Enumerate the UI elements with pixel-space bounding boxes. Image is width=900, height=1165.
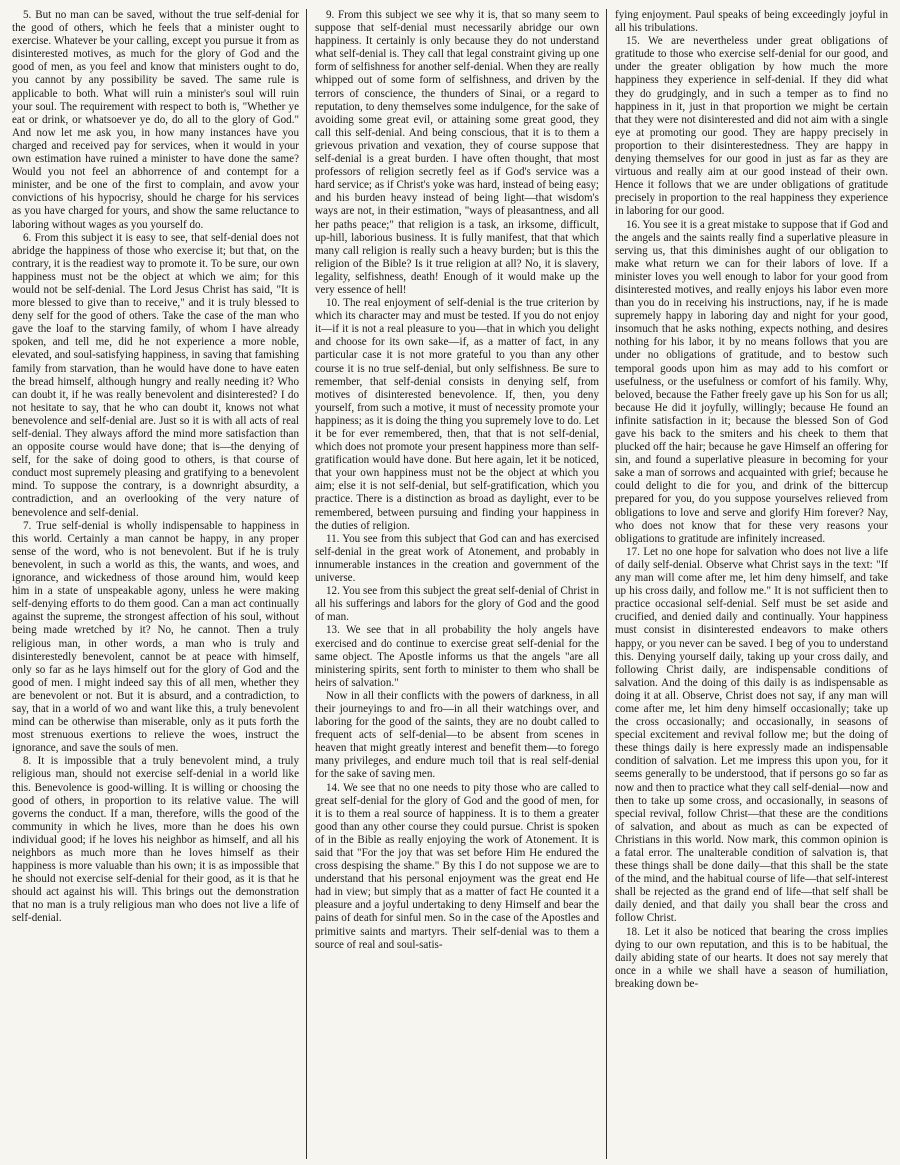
column-right [606,9,890,1159]
paragraph-9: 9. From this subject we see why it is, that so many seem to suppose that self-denial must necessarily abridge our own happiness. It certainly is only because they do not understand what self-denial is. They call that legal constraint giving up one form of selfishness for another self-denial. When they are really whipped out of some form of selfishness, and driven by the terrors of conscience, the thunders of Sinai, or a regard to reputation, to deny themselves some indulgence, for the sake of avoiding some great evil, or attaining some great good, they call this self-denial. And being conscious, that it is to them a grievous privation and vexation, they of course suppose that self-denial is a great burden. I have often thought, that most professors of religion secretly feel as if God's service was a hard service; as if Christ's yoke was hard, instead of being easy; and his burden heavy instead of being light—that wisdom's ways are not, in their estimation, "ways of pleasantness, and all her paths peace;" that religion is a task, an irksome, difficult, up-hill, laborious business. It is fully manifest, that that which many call religion is really such a heavy burden; but is this the religion of the Bible? Is it true religion at all? No, it is slavery, legality, selfishness, death! Enough of it would make up the very essence of hell! [315,9,599,296]
paragraph-13-continued: Now in all their conflicts with the powers of darkness, in all their journeyings to and fro—in all their watchings over, and laboring for the good of the saints, they are no doubt called to frequent acts of self-denial—to be absent from scenes in heaven that might greatly interest and benefit them—to forego many privileges, and endure much toil that is real self-denial for the sake of saving men. [315,689,599,781]
paragraph-11: 11. You see from this subject that God can and has exercised self-denial in the great work of Atonement, and probably in innumerable instances in the creation and government of the universe. [315,532,599,585]
paragraph-7: 7. True self-denial is wholly indispensable to happiness in this world. Certainly a man cannot be happy, in any proper sense of the word, who is not benevolent. But if he is truly benevolent, in such a world as this, the wants, and woes, and ignorance, and wickedness of those around him, would keep him in a state of unspeakable agony, unless he were making self-denying efforts to do them good. Can a man act continually against the supreme, the strongest affection of his soul, without being made wretched by it? No, he cannot. Then a truly religious man, in other words, a man who is truly and disinterestedly benevolent, cannot be at peace with himself, only so far as he lays himself out for the glory of God and the good of men. I might indeed say this of all men, whether they are benevolent or not. But it is absurd, and a contradiction, to say, that in a world of wo and want like this, a truly benevolent mind can be otherwise than miserable, only as it puts forth the most strenuous exertions to relieve the woes, instruct the ignorance, and save the souls of men. [12,519,299,755]
paragraph-18: 18. Let it also be noticed that bearing the cross implies dying to our own reputation, and this is to be habitual, the daily abiding state of our hearts. It does not say merely that once in a while we shall have a season of humiliation, breaking down be- [615,925,888,990]
paragraph-16: 16. You see it is a great mistake to suppose that if God and the angels and the saints really find a superlative pleasure in serving us, that this diminishes aught of our obligation to make what return we can for their labors of love. If a minister loves you well enough to labor for your good from disinterested motives, and really enjoys his labor even more than you do in receiving his instructions, nay, if he is made supremely happy in laboring day and night for your good, insomuch that he asks nothing, expects nothing, and desires nothing for his labor, it by no means follows that you are under no obligations of gratitude, and to bestow such temporal goods upon him as may add to his comfort or usefulness, or the usefulness or comfort of his family. Why, beloved, because the Father freely gave up his Son for us all; because He did it joyfully, willingly; because He found an infinite satisfaction in it; because the blessed Son of God gave his back to the smiters and his cheek to them that plucked off the hair; because he gave Himself an offering for sin, and found a superlative pleasure in becoming for your sake a man of sorrows and acquainted with grief; because he could delight to die for you, and drink of the bittercup prepared for you, do you suppose yourselves relieved from obligations to love and serve and glorify Him forever? Nay, who does not know that for these very reasons your obligations to gratitude are infinitely increased. [615,218,888,545]
paragraph-8: 8. It is impossible that a truly benevolent mind, a truly religious man, should not exercise self-denial in a world like this. Benevolence is good-willing. It is willing or choosing the good of others, in proportion to its relative value. The will governs the conduct. If a man, therefore, wills the good of the community in which he lives, more than he does his own individual good; if he loves his neighbor as himself, and all his neighbors as much more than he loves himself as their happiness is more valuable than his own; it is as impossible that he should not exercise self-denial for their good, as it is that he should act against his will. This brings out the demonstration that no man is a truly religious man who does not live a life of self-denial. [12,755,299,925]
paragraph-12: 12. You see from this subject the great self-denial of Christ in all his sufferings and labors for the glory of God and the good of man. [315,585,599,624]
paragraph-10: 10. The real enjoyment of self-denial is the true criterion by which its character may and must be tested. If you do not enjoy it—if it is not a real pleasure to you—that in which you delight and choose for its own sake—if, as a matter of fact, in any particular case it is not more grateful to you than any other course it is no true self-denial, but only selfishness. Be sure to remember, that self-denial consists in denying self, from motives of disinterested benevolence. If, then, you deny yourself, from such a motive, it must of necessity promote your happiness; as it is doing the thing you supremely love to do. Let it be for ever remembered, then, that that is not self-denial, which does not promote your present happiness more than self-gratification would have done. But here again, let it be noticed, that your own happiness must not be the object at which you aim; else it is not self-denial, but self-gratification, which you practice. There is a distinction as broad as daylight, ever to be remembered, between pursuing and finding your happiness in the duties of religion. [315,297,599,532]
paragraph-15: 15. We are nevertheless under great obligations of gratitude to those who exercise self-denial for our good, and under the greater obligation by how much the more happiness they experience in self-denial. If they did what they do grudgingly, and in such a temper as to find no happiness in it, just in that proportion we might be certain that they were not disinterested and did not aim with a single eye at promoting our good. They are happy precisely in proportion to their disinterestedness. They are happy in denying themselves for our good in just as far as they are virtuous and really aim at our good instead of their own. Hence it follows that we are under obligations of gratitude precisely in proportion to the real happiness they experience in laboring for our good. [615,35,888,218]
paragraph-13: 13. We see that in all probability the holy angels have exercised and do continue to exercise great self-denial for the same object. The Apostle informs us that the angels "are all ministering spirits, sent forth to minister to them who shall be heirs of salvation." [315,624,599,689]
paragraph-17: 17. Let no one hope for salvation who does not live a life of daily self-denial. Observe what Christ says in the text: "If any man will come after me, let him deny himself, and take up his cross daily, and follow me." It is not sufficient then to practice occasional self-denial. Self must be set aside and crucified, and denied daily and continually. Your happiness must consist in disinterested endeavors to make others happy, or you never can be saved. I beg of you to understand this. Denying yourself daily, taking up your cross daily, and following Christ daily, are indispensable conditions of salvation. And the doing of this daily is as indispensable as doing it at all. Observe, Christ does not say, if any man will come after me, let him deny himself occasionally; take up the cross occasionally; and occasionally, in seasons of special excitement and revival follow me; but the doing of these things daily is here expressly made an indispensable condition of salvation. Let me impress this upon you, for it seems generally to be understood, that if persons go so far as now and then to practice what they call self-denial—now and then to take up some cross, and occasionally, in seasons of special revival, follow Christ—that these are the conditions of salvation, and about as much as can be expected of Christians in this world. Now mark, this common opinion is a fatal error. The unalterable condition of salvation is, that these things shall be done daily—that this shall be the state of the mind, and the habitual course of life—that self-interest shall be rejected as the grand end of life—that self shall be daily denied, and that daily you shall bear the cross and follow Christ. [615,545,888,925]
column-left [12,9,306,1159]
paragraph-6: 6. From this subject it is easy to see, that self-denial does not abridge the happiness of those who exercise it; but that, on the contrary, it is the readiest way to promote it. To be sure, our own happiness must not be the object at which we aim; for this would not be self-denial. The Lord Jesus Christ has said, "It is more blessed to give than to receive," and it is truly blessed to deny self for the good of others. Take the case of the man who gave the loaf to the starving family, of whom I have already spoken, and tell me, did he not experience a more noble, elevated, and soul-satisfying happiness, in saving that famishing family from starvation, than he would have done to have eaten the bread himself, although hungry and really needing it? Who can doubt it, if he was really benevolent and disinterested? I do not hesitate to say, that he who can doubt it, knows not what benevolence and self-denial are. Just so it is with all acts of real self-denial. They always afford the mind more satisfaction than an opposite course would have done; that is—the denying of self, for the sake of doing good to others, is that course of conduct most supremely pleasing and gratifying to a benevolent mind. To suppose the contrary, is a downright absurdity, a contradiction, and an overlooking of the very nature of benevolence and self-denial. [12,231,299,519]
paragraph-14: 14. We see that no one needs to pity those who are called to great self-denial for the glory of God and the good of men, for it is to them a real source of happiness. It is to them a greater good than any other course they could pursue. Christ is spoken of in the Bible as really enjoying the work of Atonement. It is said that "For the joy that was set before Him He endured the cross despising the shame." By this I do not suppose we are to understand that his personal enjoyment was the great end He had in view; but simply that as a matter of fact He counted it a pleasure and a joyful undertaking to deny Himself and bear the pains of death for sinful men. So in the case of the Apostles and primitive saints and martyrs. Their self-denial was to them a source of real and soul-satis- [315,781,599,951]
paragraph-5: 5. But no man can be saved, without the true self-denial for the good of others, which he feels that a minister ought to exercise. Whatever be your calling, except you pursue it from as disinterested motives, as much for the glory of God and the good of men, as you feel and know that ministers ought to do, you cannot by any possibility be saved. The same rule is applicable to both. What will ruin a minister's soul will ruin your soul. The requirement with respect to both is, "Whether ye eat or drink, or whatsoever ye do, do all to the glory of God." And now let me ask you, in how many instances have you charged and received pay for services, when it would in your own estimation have ruined a minister to have done the same? Would you not feel an abhorrence of and contempt for a minister, and be one of the first to complain, and avow your convictions of his hypocrisy, should he charge for his services as you have charged for yours, and show the same reluctance to laboring without wages as you yourself do. [12,9,299,231]
column-middle [306,9,606,1159]
paragraph-14-continued: fying enjoyment. Paul speaks of being exceedingly joyful in all his tribulations. [615,9,888,35]
